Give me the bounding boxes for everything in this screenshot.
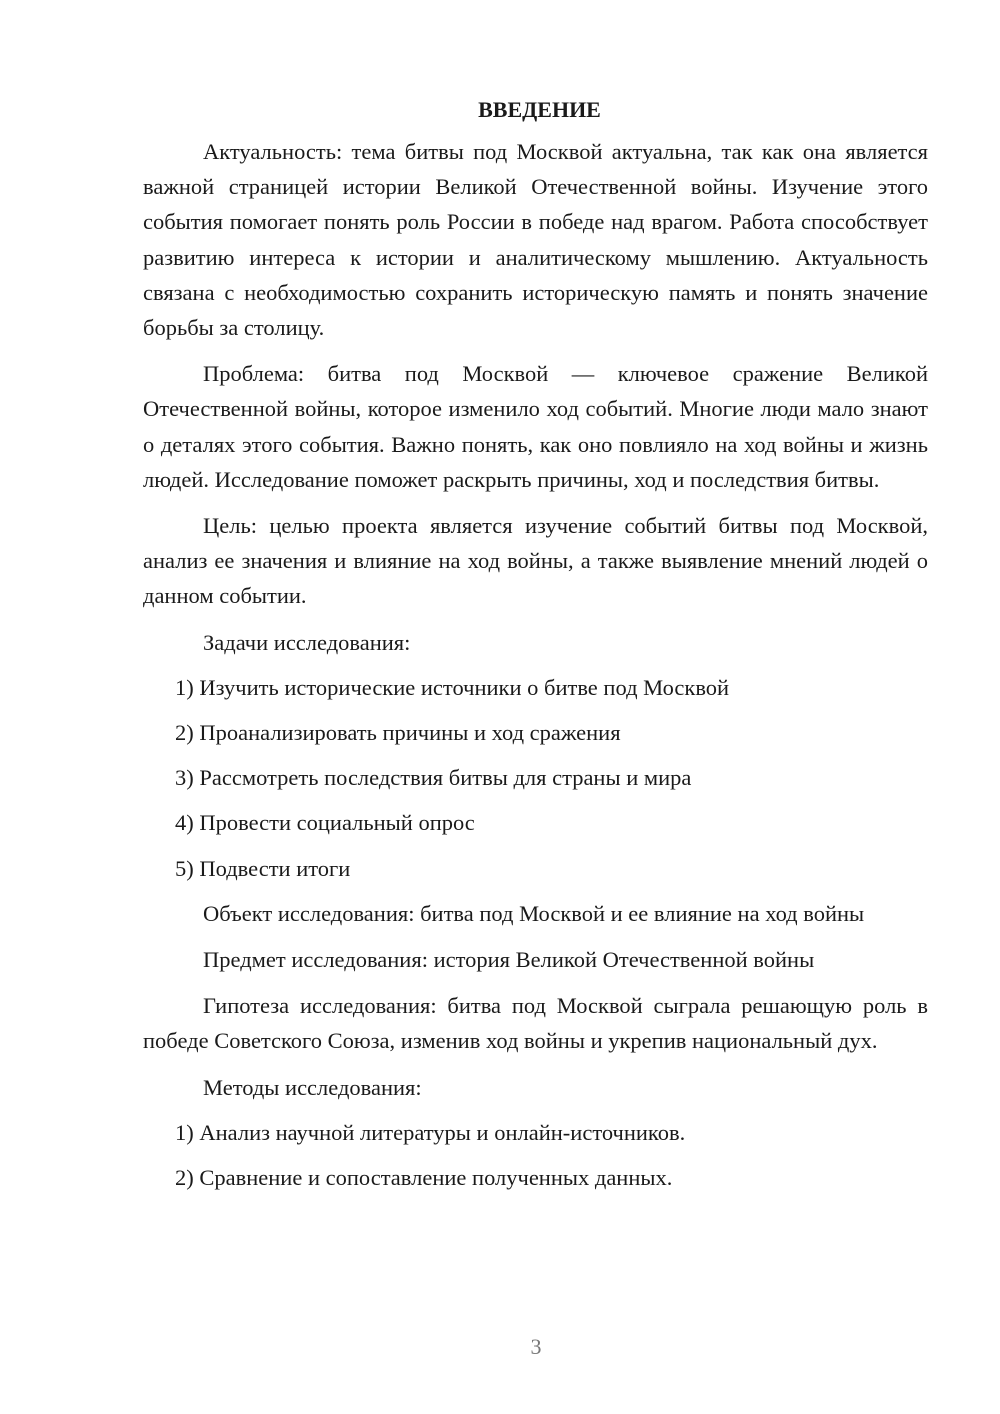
task-item: 4) Провести социальный опрос xyxy=(175,810,475,836)
task-item: 1) Изучить исторические источники о битве под Москвой xyxy=(175,674,730,700)
page-number: 3 xyxy=(530,1334,542,1359)
subject-paragraph: Предмет исследования: история Великой Отечественной войны xyxy=(203,947,815,973)
hypothesis-paragraph: Гипотеза исследования: битва под Москвой сыграла решающую роль в победе Советского Союза, изменив ход войны и укрепив национальный дух. xyxy=(143,993,928,1054)
actuality-paragraph: Актуальность: тема битвы под Москвой актуальна, так как она является важной страницей истории Великой Отечественной войны. Изучение этого события помогает понять роль России в победе над врагом. Работа способствует развитию интереса к истории и аналитическому мышлению. Актуальность связана с необходимостью сохранить историческую память и понять значение борьбы за столицу. xyxy=(143,139,928,341)
section-title: ВВЕДЕНИЕ xyxy=(478,97,601,122)
object-paragraph: Объект исследования: битва под Москвой и ее влияние на ход войны xyxy=(203,900,865,926)
goal-paragraph: Цель: целью проекта является изучение событий битвы под Москвой, анализ ее значения и влияние на ход войны, а также выявление мнений людей о данном событии. xyxy=(143,513,928,609)
method-item: 2) Сравнение и сопоставление полученных данных. xyxy=(175,1165,673,1191)
task-item: 3) Рассмотреть последствия битвы для страны и мира xyxy=(175,765,692,791)
methods-list xyxy=(143,1115,928,1195)
task-item: 2) Проанализировать причины и ход сражения xyxy=(175,720,621,746)
tasks-heading: Задачи исследования: xyxy=(203,629,411,655)
task-item: 5) Подвести итоги xyxy=(175,855,351,881)
document-page xyxy=(143,94,928,1374)
method-item: 1) Анализ научной литературы и онлайн-источников. xyxy=(175,1119,686,1145)
tasks-list xyxy=(143,670,928,886)
methods-heading: Методы исследования: xyxy=(203,1074,422,1100)
problem-paragraph: Проблема: битва под Москвой — ключевое сражение Великой Отечественной войны, которое изменило ход событий. Многие люди мало знают о деталях этого события. Важно понять, как оно повлияло на ход войны и жизнь людей. Исследование поможет раскрыть причины, ход и последствия битвы. xyxy=(143,361,928,492)
